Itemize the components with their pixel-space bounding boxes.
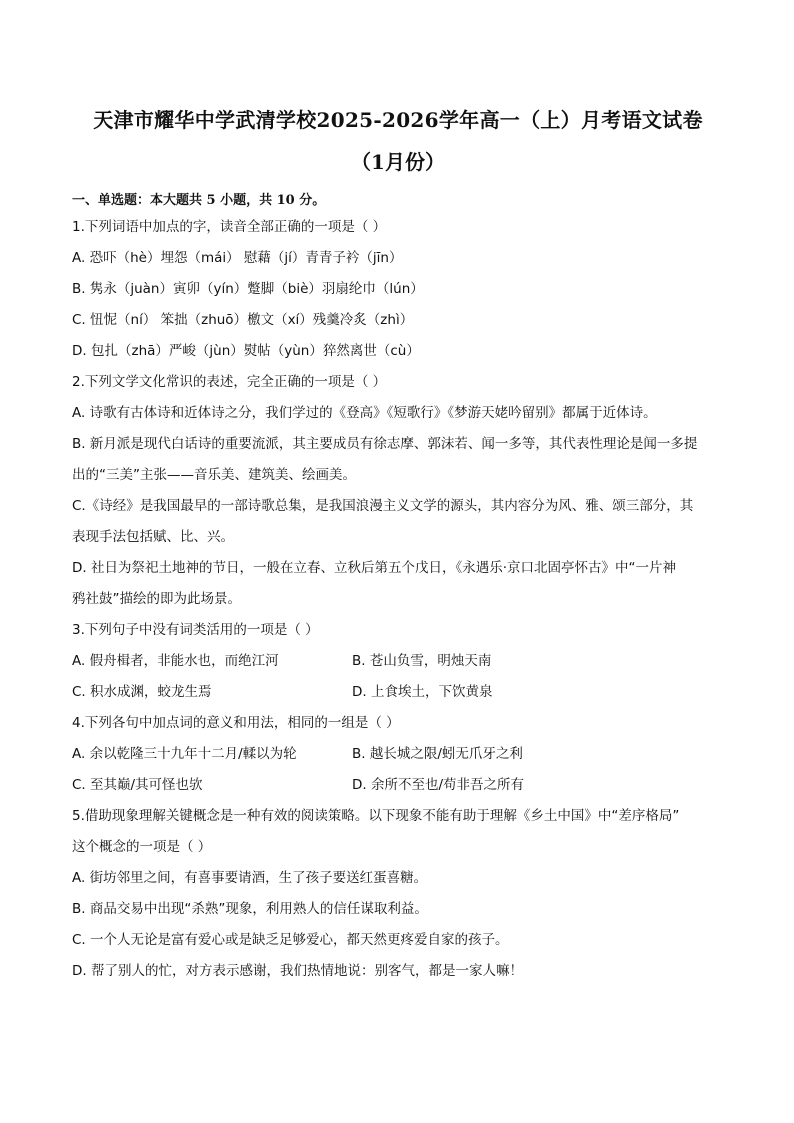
exam-subtitle: （1月份） (351, 150, 445, 174)
option-a: A. 余以乾隆三十九年十二月/輮以为轮 (72, 746, 297, 762)
option-row (72, 739, 724, 770)
option-c-line2: 表现手法包括赋、比、兴。 (72, 529, 234, 545)
option-b-line2: 出的“三美”主张——音乐美、建筑美、绘画美。 (72, 467, 356, 483)
option-c: C. 一个人无论是富有爱心或是缺乏足够爱心，都天然更疼爱自家的孩子。 (72, 932, 509, 948)
option-b-line1: B. 新月派是现代白话诗的重要流派，其主要成员有徐志摩、郭沫若、闻一多等，其代表性理论是闻一多提 (72, 436, 698, 452)
question-5 (72, 801, 724, 987)
question-1 (72, 212, 724, 367)
option-a: A. 假舟楫者，非能水也，而绝江河 (72, 653, 279, 669)
option-a: A. 诗歌有古体诗和近体诗之分，我们学过的《登高》《短歌行》《梦游天姥吟留别》都属于近体诗。 (72, 405, 657, 421)
option-d-line1: D. 社日为祭祀土地神的节日，一般在立春、立秋后第五个戊日，《永遇乐·京口北固亭怀古》中“一片神 (72, 560, 677, 576)
option-c-line1: C.《诗经》是我国最早的一部诗歌总集，是我国浪漫主义文学的源头，其内容分为风、雅、颂三部分，其 (72, 498, 694, 514)
question-stem-line1: 5.借助现象理解关键概念是一种有效的阅读策略。以下现象不能有助于理解《乡土中国》中“差序格局” (72, 808, 680, 824)
section-heading: 一、单选题：本大题共 5 小题，共 10 分。 (72, 193, 326, 208)
question-3 (72, 615, 724, 708)
question-stem: 4.下列各句中加点词的意义和用法，相同的一组是（ ） (72, 715, 400, 731)
option-a: A. 街坊邻里之间，有喜事要请酒，生了孩子要送红蛋喜糖。 (72, 870, 428, 886)
option-d-line2: 鸦社鼓”描绘的即为此场景。 (72, 591, 241, 607)
question-stem: 3.下列句子中没有词类活用的一项是（ ） (72, 622, 319, 638)
option-d: D. 余所不至也/苟非吾之所有 (352, 777, 525, 793)
option-c: C. 至其巅/其可怪也欤 (72, 777, 203, 793)
option-d: D. 上食埃土，下饮黄泉 (352, 684, 493, 700)
option-c: C. 积水成渊，蛟龙生焉 (72, 684, 212, 700)
question-stem: 2.下列文学文化常识的表述，完全正确的一项是（ ） (72, 374, 387, 390)
question-stem: 1.下列词语中加点的字，读音全部正确的一项是（ ） (72, 219, 387, 235)
option-b: B. 越长城之限/蚓无爪牙之利 (352, 746, 523, 762)
option-b: B. 隽永（juàn）寅卯（yín）蹩脚（biè）羽扇纶巾（lún） (72, 281, 424, 297)
option-c: C. 忸怩（ní） 笨拙（zhuō）檄文（xí）残羹冷炙（zhì） (72, 312, 414, 328)
option-d: D. 帮了别人的忙，对方表示感谢，我们热情地说：别客气，都是一家人嘛！ (72, 963, 523, 979)
question-4 (72, 708, 724, 801)
question-stem-line2: 这个概念的一项是（ ） (72, 839, 212, 855)
option-a: A. 恐吓（hè）埋怨（mái） 慰藉（jí）青青子衿（jīn） (72, 250, 403, 266)
option-row (72, 677, 724, 708)
option-b: B. 苍山负雪，明烛天南 (352, 653, 492, 669)
question-2 (72, 367, 724, 615)
option-b: B. 商品交易中出现“杀熟”现象，利用熟人的信任谋取利益。 (72, 901, 428, 917)
option-row (72, 770, 724, 801)
option-row (72, 646, 724, 677)
exam-title: 天津市耀华中学武清学校2025-2026学年高一（上）月考语文试卷 (93, 108, 703, 132)
option-d: D. 包扎（zhā）严峻（jùn）熨帖（yùn）猝然离世（cù） (72, 343, 420, 359)
